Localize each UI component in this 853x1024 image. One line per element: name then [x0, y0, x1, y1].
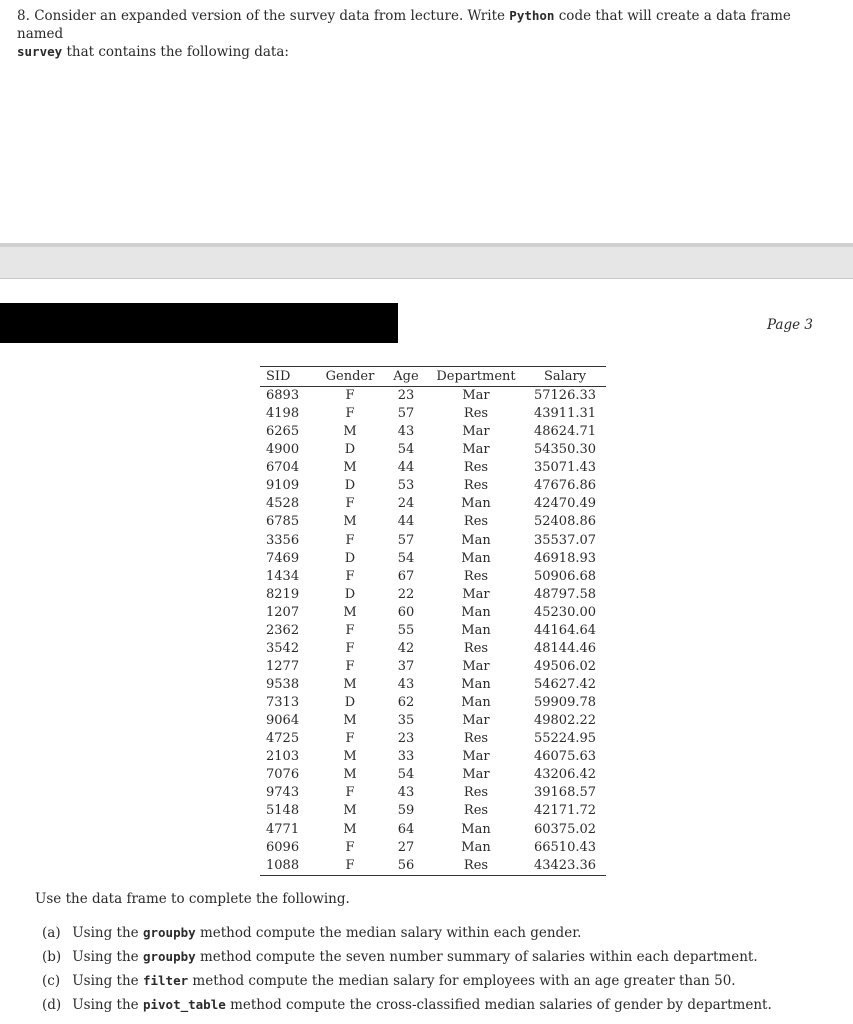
- cell-salary: 46918.93: [533, 550, 597, 566]
- cell-department: Man: [461, 550, 491, 566]
- cell-sid: 2103: [266, 749, 300, 765]
- cell-salary: 50906.68: [533, 568, 597, 584]
- cell-age: 23: [397, 731, 415, 747]
- table-row: [260, 784, 606, 802]
- question-text-part: code that will create a data frame named: [17, 8, 791, 42]
- cell-gender: F: [316, 857, 384, 876]
- part-a: [42, 925, 581, 941]
- table-row: [260, 441, 606, 459]
- part-label: (c): [42, 973, 61, 989]
- cell-age: 54: [397, 442, 415, 458]
- cell-salary: 57126.33: [533, 388, 597, 404]
- cell-sid: 4725: [266, 731, 300, 747]
- cell-sid: 1207: [266, 604, 300, 620]
- cell-age: 55: [397, 622, 415, 638]
- cell-salary: 43423.36: [524, 857, 606, 876]
- part-text: method compute the cross-classified median salaries of gender by department.: [230, 997, 772, 1013]
- cell-age: 42: [397, 640, 415, 656]
- cell-sid: 4771: [266, 821, 300, 837]
- cell-department: Res: [428, 857, 524, 876]
- cell-salary: 39168.57: [533, 785, 597, 801]
- part-text: Using the: [72, 997, 139, 1013]
- cell-age: 59: [397, 803, 415, 819]
- cell-department: Mar: [462, 388, 490, 404]
- cell-gender: D: [344, 586, 356, 602]
- cell-salary: 35071.43: [533, 460, 597, 476]
- cell-gender: M: [343, 803, 357, 819]
- cell-sid: 7313: [266, 695, 300, 711]
- cell-department: Res: [463, 785, 489, 801]
- cell-department: Man: [461, 496, 491, 512]
- cell-sid: 9064: [266, 713, 300, 729]
- cell-gender: F: [345, 496, 355, 512]
- cell-department: Res: [463, 568, 489, 584]
- cell-sid: 1434: [266, 568, 300, 584]
- footer-intro: Use the data frame to complete the following.: [35, 891, 350, 907]
- cell-department: Mar: [462, 658, 490, 674]
- header-gender: Gender: [316, 367, 384, 387]
- cell-gender: F: [345, 406, 355, 422]
- header-age: Age: [384, 367, 428, 387]
- table-row: [260, 622, 606, 640]
- header-salary: Salary: [524, 367, 606, 387]
- cell-age: 64: [397, 821, 415, 837]
- cell-department: Res: [463, 460, 489, 476]
- table-row: [260, 423, 606, 441]
- cell-age: 67: [397, 568, 415, 584]
- part-text: method compute the median salary within each gender.: [199, 925, 582, 941]
- cell-department: Man: [461, 695, 491, 711]
- cell-gender: F: [345, 568, 355, 584]
- cell-age: 57: [397, 532, 415, 548]
- cell-age: 27: [397, 839, 415, 855]
- part-code: groupby: [142, 925, 196, 940]
- cell-sid: 4528: [266, 496, 300, 512]
- cell-department: Res: [463, 514, 489, 530]
- table-row: [260, 658, 606, 676]
- cell-salary: 44164.64: [533, 622, 597, 638]
- part-text: method compute the seven number summary of salaries within each department.: [199, 949, 758, 965]
- cell-age: 35: [397, 713, 415, 729]
- cell-gender: D: [344, 442, 356, 458]
- cell-department: Res: [463, 731, 489, 747]
- cell-sid: 7469: [266, 550, 300, 566]
- cell-gender: F: [345, 731, 355, 747]
- cell-salary: 48797.58: [533, 586, 597, 602]
- table-row: [260, 712, 606, 730]
- cell-salary: 46075.63: [533, 749, 597, 765]
- cell-age: 62: [397, 695, 415, 711]
- table-row: [260, 676, 606, 694]
- part-text: Using the: [72, 973, 139, 989]
- cell-age: 33: [397, 749, 415, 765]
- cell-gender: F: [345, 622, 355, 638]
- table-row: [260, 748, 606, 766]
- cell-salary: 43206.42: [533, 767, 597, 783]
- part-b: [42, 949, 758, 965]
- cell-age: 53: [397, 478, 415, 494]
- cell-age: 37: [397, 658, 415, 674]
- cell-salary: 48144.46: [533, 640, 597, 656]
- page-number: Page 3: [766, 317, 813, 333]
- cell-sid: 2362: [266, 622, 300, 638]
- cell-age: 44: [397, 514, 415, 530]
- cell-department: Mar: [462, 749, 490, 765]
- cell-gender: F: [345, 640, 355, 656]
- cell-sid: 8219: [266, 586, 300, 602]
- cell-gender: D: [344, 695, 356, 711]
- cell-department: Res: [463, 478, 489, 494]
- cell-gender: F: [345, 839, 355, 855]
- part-d: [42, 997, 772, 1013]
- table-row: [260, 513, 606, 531]
- cell-gender: M: [343, 677, 357, 693]
- cell-sid: 6265: [266, 424, 300, 440]
- cell-sid: 7076: [266, 767, 300, 783]
- cell-salary: 43911.31: [533, 406, 597, 422]
- cell-sid: 4900: [266, 442, 300, 458]
- cell-gender: M: [343, 460, 357, 476]
- table-row: [260, 604, 606, 622]
- table-row: [260, 857, 606, 876]
- cell-salary: 42470.49: [533, 496, 597, 512]
- table-row: [260, 495, 606, 513]
- cell-sid: 9743: [266, 785, 300, 801]
- cell-age: 54: [397, 767, 415, 783]
- cell-salary: 60375.02: [533, 821, 597, 837]
- cell-salary: 49802.22: [533, 713, 597, 729]
- cell-salary: 45230.00: [533, 604, 597, 620]
- table-row: [260, 802, 606, 820]
- table-row: [260, 821, 606, 839]
- cell-salary: 49506.02: [533, 658, 597, 674]
- cell-salary: 47676.86: [533, 478, 597, 494]
- table-row: [260, 730, 606, 748]
- cell-salary: 35537.07: [533, 532, 597, 548]
- question-number: 8.: [17, 8, 30, 24]
- header-department: Department: [428, 367, 524, 387]
- code-python: Python: [509, 8, 555, 23]
- cell-department: Man: [461, 532, 491, 548]
- cell-department: Man: [461, 677, 491, 693]
- cell-salary: 66510.43: [533, 839, 597, 855]
- cell-sid: 6704: [266, 460, 300, 476]
- part-label: (d): [42, 997, 62, 1013]
- cell-department: Man: [461, 839, 491, 855]
- table-row: [260, 839, 606, 857]
- part-text: Using the: [72, 925, 139, 941]
- part-code: groupby: [142, 949, 196, 964]
- cell-salary: 55224.95: [533, 731, 597, 747]
- cell-department: Res: [463, 640, 489, 656]
- cell-sid: 1277: [266, 658, 300, 674]
- cell-age: 54: [397, 550, 415, 566]
- table-row: [260, 568, 606, 586]
- cell-sid: 3356: [266, 532, 300, 548]
- part-code: filter: [142, 973, 189, 988]
- cell-department: Man: [461, 821, 491, 837]
- table-row: [260, 405, 606, 423]
- cell-salary: 48624.71: [533, 424, 597, 440]
- cell-age: 23: [397, 388, 415, 404]
- table-row: [260, 766, 606, 784]
- cell-sid: 4198: [266, 406, 300, 422]
- part-text: Using the: [72, 949, 139, 965]
- cell-gender: M: [343, 749, 357, 765]
- table-row: [260, 387, 606, 406]
- cell-gender: F: [345, 388, 355, 404]
- cell-sid: 3542: [266, 640, 300, 656]
- cell-sid: 6096: [266, 839, 300, 855]
- table-body: [260, 387, 606, 876]
- cell-department: Res: [463, 803, 489, 819]
- cell-salary: 52408.86: [533, 514, 597, 530]
- cell-gender: F: [345, 658, 355, 674]
- cell-gender: M: [343, 713, 357, 729]
- part-code: pivot_table: [142, 997, 226, 1012]
- table-row: [260, 586, 606, 604]
- table-row: [260, 532, 606, 550]
- cell-gender: M: [343, 424, 357, 440]
- cell-age: 24: [397, 496, 415, 512]
- cell-gender: F: [345, 532, 355, 548]
- page-separator: [0, 243, 853, 279]
- part-label: (a): [42, 925, 61, 941]
- cell-gender: M: [343, 821, 357, 837]
- cell-age: 60: [397, 604, 415, 620]
- table-row: [260, 550, 606, 568]
- cell-salary: 42171.72: [533, 803, 597, 819]
- cell-sid: 9109: [266, 478, 300, 494]
- question-text-part: that contains the following data:: [66, 44, 289, 60]
- cell-age: 43: [397, 677, 415, 693]
- cell-department: Mar: [462, 586, 490, 602]
- part-label: (b): [42, 949, 62, 965]
- part-c: [42, 973, 736, 989]
- table-row: [260, 640, 606, 658]
- code-survey: survey: [17, 44, 63, 59]
- cell-department: Man: [461, 622, 491, 638]
- cell-gender: D: [344, 478, 356, 494]
- cell-gender: M: [343, 604, 357, 620]
- cell-age: 22: [397, 586, 415, 602]
- cell-sid: 9538: [266, 677, 300, 693]
- cell-department: Man: [461, 604, 491, 620]
- cell-sid: 1088: [260, 857, 316, 876]
- cell-department: Mar: [462, 442, 490, 458]
- cell-age: 57: [397, 406, 415, 422]
- table-row: [260, 694, 606, 712]
- cell-salary: 59909.78: [533, 695, 597, 711]
- question-text: [17, 7, 837, 61]
- header-sid: SID: [260, 367, 316, 387]
- cell-salary: 54627.42: [533, 677, 597, 693]
- cell-department: Mar: [462, 713, 490, 729]
- cell-sid: 6893: [266, 388, 300, 404]
- redaction-bar: [0, 303, 398, 343]
- cell-age: 56: [384, 857, 428, 876]
- table-header-row: [260, 367, 606, 387]
- table-row: [260, 477, 606, 495]
- cell-sid: 6785: [266, 514, 300, 530]
- cell-sid: 5148: [266, 803, 300, 819]
- cell-gender: D: [344, 550, 356, 566]
- question-text-part: Consider an expanded version of the survey data from lecture. Write: [34, 8, 505, 24]
- cell-age: 43: [397, 424, 415, 440]
- cell-gender: F: [345, 785, 355, 801]
- cell-salary: 54350.30: [533, 442, 597, 458]
- survey-table: [260, 366, 606, 876]
- cell-age: 44: [397, 460, 415, 476]
- cell-gender: M: [343, 767, 357, 783]
- cell-department: Mar: [462, 767, 490, 783]
- cell-department: Res: [463, 406, 489, 422]
- cell-age: 43: [397, 785, 415, 801]
- cell-department: Mar: [462, 424, 490, 440]
- table-row: [260, 459, 606, 477]
- cell-gender: M: [343, 514, 357, 530]
- part-text: method compute the median salary for employees with an age greater than 50.: [192, 973, 736, 989]
